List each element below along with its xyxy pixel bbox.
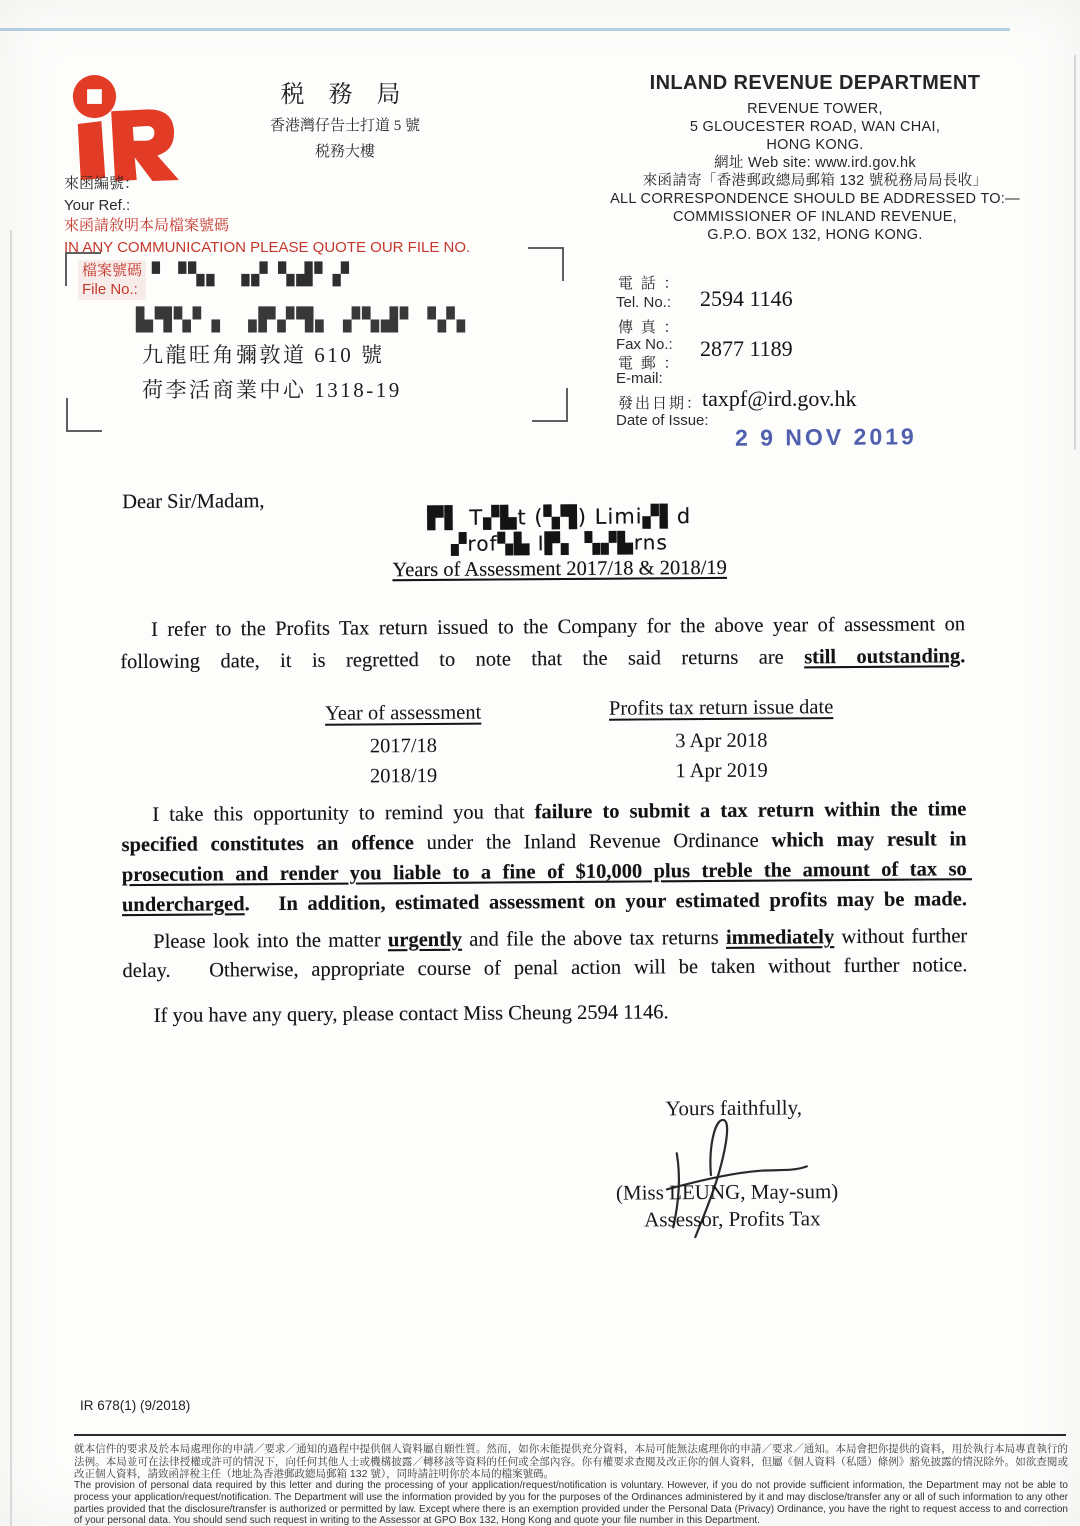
paragraph-2: I take this opportunity to remind you that failure to submit a tax return within the time specified constitutes an offence under the Inland Revenue Ordinance which may result in prosecution and render you liable to a fine of $10,000 plus treble the amount of tax so undercharged. In addition, estimated assessment on your estimated profits may be made. xyxy=(121,798,972,917)
dept-address-line: HONG KONG. xyxy=(766,137,864,153)
recipient-name-redacted: ▙▜▚▘▖ ▗▛▞▜▖ ▞▚▟▘▝▞▖ xyxy=(136,308,476,333)
your-ref-label-english: Your Ref.: xyxy=(64,197,131,214)
table-cell-year-2: 2018/19 xyxy=(369,764,438,788)
commissioner-line: COMMISSIONER OF INLAND REVENUE, xyxy=(672,209,958,225)
gpo-box-line: G.P.O. BOX 132, HONG KONG. xyxy=(707,227,923,243)
file-no-label-chinese: 檔案號碼 xyxy=(82,262,143,279)
file-no-redacted-value: ▘▝▚▖ ▗▞ ▚▟▘▞ xyxy=(152,262,351,286)
subject-line2-redacted: ▞rof▚▙ I▛▖ ▚▞▙rns xyxy=(451,530,668,556)
email-label-chinese: 電 郵 ： xyxy=(618,356,681,372)
dept-postal-line-chinese: 來函請寄「香港郵政總局郵箱 132 號税務局局長收」 xyxy=(642,173,988,189)
fax-value: 2877 1189 xyxy=(700,336,793,361)
fax-label-english: Fax No.: xyxy=(616,336,673,353)
tel-label-chinese: 電 話 ： xyxy=(618,276,681,292)
dept-address-line: REVENUE TOWER, xyxy=(747,101,883,117)
privacy-statement-chinese: 就本信件的要求及於本局處理你的申請／要求／通知的過程中提供個人資料屬自願性質。然而，如你未能提供充分資料，本局可能無法處理你的申請／要求／通知。本局會把你提供的資料，用於執行本局專責執行的法例。本局並可在法律授權或許可的情況下，向任何其他人士或機構披露／轉移該等資料的任何或全部內容。你有權要求查閱及改正你的個人資料，但屬《個人資料（私隱）條例》豁免披露的情況除外。如欲查閱或改正個人資料，請致函評稅主任（地址為香港郵政總局郵箱 132 號），同時請註明你於本局的檔案號碼。 xyxy=(74,1443,1068,1480)
subject-years-of-assessment: Years of Assessment 2017/18 & 2018/19 xyxy=(392,556,727,582)
footer-divider xyxy=(74,1434,1066,1436)
recipient-address-line-1: 九龍旺角彌敦道 610 號 xyxy=(142,343,385,367)
tel-value: 2594 1146 xyxy=(700,286,793,311)
file-no-label-english: File No.: xyxy=(82,281,138,298)
paragraph-1: I refer to the Profits Tax return issued to the Company for the above year of assessment on following date, it is regretted to note that the said returns are still outstanding. xyxy=(120,613,971,674)
quote-file-note-english: IN ANY COMMUNICATION PLEASE QUOTE OUR FILE NO. xyxy=(64,239,471,256)
email-value: taxpf@ird.gov.hk xyxy=(702,386,857,411)
subject-company-redacted: ▛▌ T▞▙t (▚▜) Limi▞▌d xyxy=(427,504,692,530)
table-header-issue-date: Profits tax return issue date xyxy=(608,696,834,720)
table-cell-date-2: 1 Apr 2019 xyxy=(675,759,768,783)
date-of-issue-label-chinese: 發出日期： xyxy=(618,396,704,412)
recipient-address-line-2: 荷李活商業中心 1318-19 xyxy=(142,378,402,402)
date-stamp: 2 9 NOV 2019 xyxy=(734,423,917,451)
closing: Yours faithfully, xyxy=(665,1095,803,1121)
paragraph-3: Please look into the matter urgently and file the above tax returns immediately without further delay. Otherwise, appropriate course of penal action will be taken without further notice. xyxy=(122,925,973,983)
dept-website-line: 網址 Web site: www.ird.gov.hk xyxy=(714,155,916,171)
dept-name-chinese: 税 務 局 xyxy=(280,82,410,108)
table-cell-year-1: 2017/18 xyxy=(369,734,438,758)
tel-label-english: Tel. No.: xyxy=(616,294,672,311)
correspondence-note: ALL CORRESPONDENCE SHOULD BE ADDRESSED TO:— xyxy=(610,191,1020,207)
quote-file-note-chinese: 來函請敘明本局檔案號碼 xyxy=(64,218,230,234)
signer-title: Assessor, Profits Tax xyxy=(644,1206,821,1232)
salutation: Dear Sir/Madam, xyxy=(122,490,265,514)
table-column-issue-date xyxy=(579,692,865,787)
paragraph-query: If you have any query, please contact Miss Cheung 2594 1146. xyxy=(153,1001,669,1027)
your-ref-label-chinese: 來函編號： xyxy=(64,176,140,192)
privacy-statement-english: The provision of personal data required by this letter and during the processing of your application/request/notification is voluntary. However, if you do not provide sufficient information, the Department may not be able to process your application/request/notification. The Department will use the information provided by you for the purposes of the Ordinances administered by it and may disclose/transfer any or all of such information to any other parties provided that the disclosure/transfer is authorized or permitted by law. Except where there is an exemption provided under the Personal Data (Privacy) Ordinance, you have the right to request access to and correction of your personal data. You should send such request in writing to the Assessor at GPO Box 132, Hong Kong and quote your file number in this Department. xyxy=(74,1480,1068,1526)
fax-label-chinese: 傳 真 ： xyxy=(618,320,681,336)
dept-address-chinese-2: 税務大樓 xyxy=(314,144,375,160)
dept-name-english: INLAND REVENUE DEPARTMENT xyxy=(649,72,981,94)
table-header-year: Year of assessment xyxy=(324,701,482,725)
date-of-issue-label-english: Date of Issue: xyxy=(616,412,709,429)
table-column-year xyxy=(281,697,527,792)
form-number: IR 678(1) (9/2018) xyxy=(80,1398,191,1413)
table-cell-date-1: 3 Apr 2018 xyxy=(675,729,768,753)
email-label-english: E-mail: xyxy=(616,370,663,387)
dept-address-line: 5 GLOUCESTER ROAD, WAN CHAI, xyxy=(689,119,941,135)
signer-name: (Miss LEUNG, May-sum) xyxy=(615,1179,839,1205)
dept-address-chinese-1: 香港灣仔告士打道 5 號 xyxy=(269,118,420,134)
